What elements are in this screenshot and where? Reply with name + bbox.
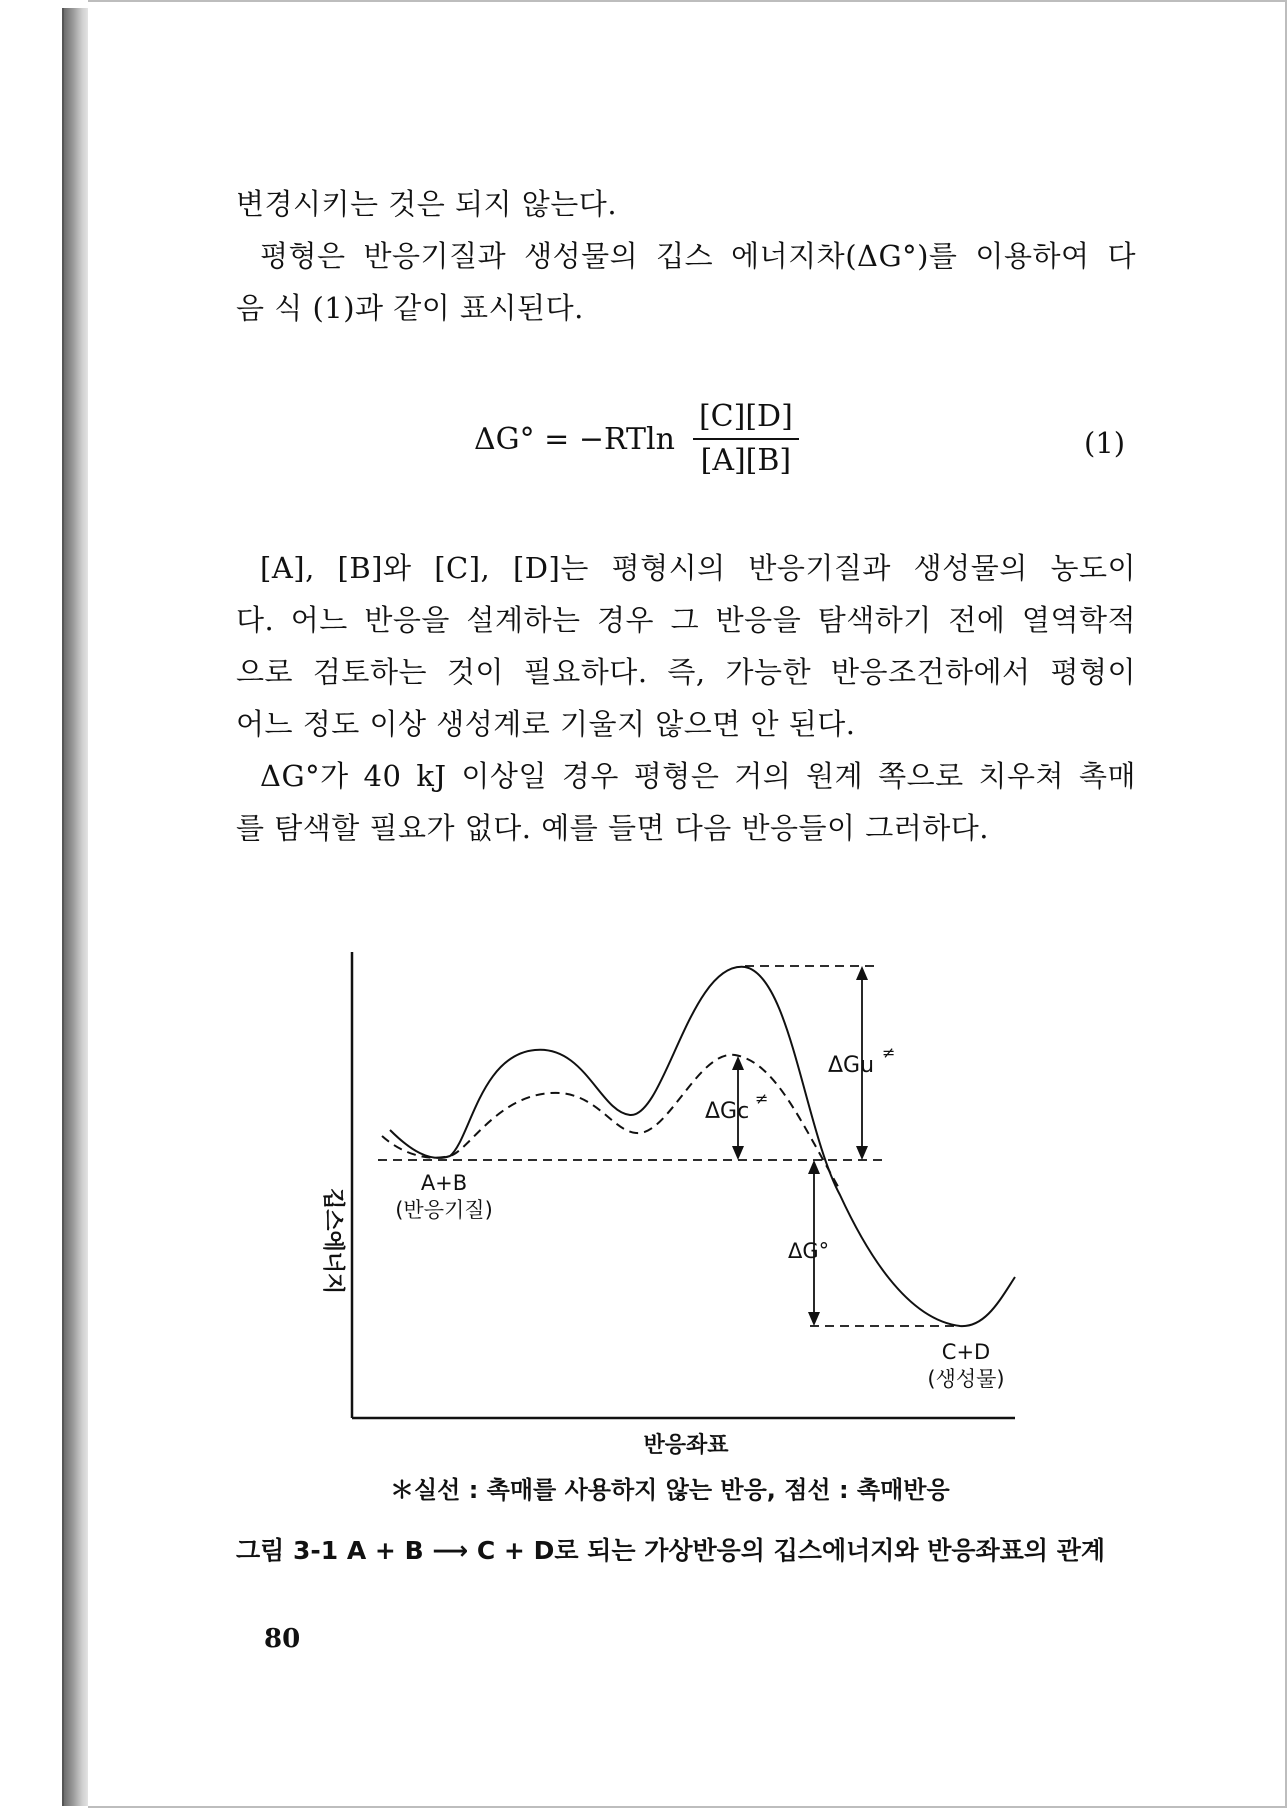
figure-caption: 그림 3-1 A + B ⟶ C + D로 되는 가상반응의 깁스에너지와 반응좌표의 관계 <box>236 1536 1106 1565</box>
delta-gc-label: ΔGc <box>705 1099 750 1124</box>
arrow-head-icon <box>856 1146 868 1160</box>
equation-number: (1) <box>1084 426 1126 460</box>
equation-denominator: [A][B] <box>700 443 792 478</box>
body-text-line: 다. 어느 반응을 설계하는 경우 그 반응을 탐색하기 전에 열역학적 <box>236 603 1136 637</box>
delta-gc-ddagger: ≠ <box>755 1089 769 1108</box>
body-text-line: [A], [B]와 [C], [D]는 평형시의 반응기질과 생성물의 농도이 <box>260 551 1136 585</box>
delta-gu-ddagger: ≠ <box>882 1043 896 1062</box>
delta-g0-label: ΔG° <box>788 1239 830 1263</box>
x-axis-label: 반응좌표 <box>643 1433 729 1458</box>
product-sub-label: (생성물) <box>927 1367 1005 1391</box>
arrow-head-icon <box>732 1146 744 1160</box>
page-number: 80 <box>264 1624 301 1654</box>
arrow-head-icon <box>808 1312 820 1326</box>
delta-gu-label: ΔGu <box>828 1053 875 1078</box>
product-label: C+D <box>941 1340 991 1364</box>
body-text-line: 음 식 (1)과 같이 표시된다. <box>236 291 584 325</box>
arrow-head-icon <box>732 1056 744 1070</box>
reactant-label: A+B <box>420 1171 468 1195</box>
arrow-head-icon <box>856 966 868 980</box>
equation-numerator: [C][D] <box>693 398 799 440</box>
catalyzed-curve <box>382 1055 840 1190</box>
uncatalyzed-curve <box>390 967 1015 1326</box>
y-axis-label: 깁스에너지 <box>320 1188 345 1295</box>
body-text-line: 어느 정도 이상 생성계로 기울지 않으면 안 된다. <box>236 707 856 741</box>
body-text-line: 평형은 반응기질과 생성물의 깁스 에너지차(ΔG°)를 이용하여 다 <box>260 239 1136 273</box>
body-text-line: 변경시키는 것은 되지 않는다. <box>236 187 618 221</box>
equation-lhs: ΔG° = −RTln <box>474 421 675 457</box>
figure-note: ＊실선 : 촉매를 사용하지 않는 반응, 점선 : 촉매반응 <box>390 1476 950 1504</box>
arrow-head-icon <box>808 1160 820 1174</box>
body-text-line: 를 탐색할 필요가 없다. 예를 들면 다음 반응들이 그러하다. <box>236 811 990 845</box>
body-text-line: ΔG°가 40 kJ 이상일 경우 평형은 거의 원계 쪽으로 치우쳐 촉매 <box>260 759 1136 793</box>
body-text-line: 으로 검토하는 것이 필요하다. 즉, 가능한 반응조건하에서 평형이 <box>236 655 1136 689</box>
reactant-sub-label: (반응기질) <box>395 1198 493 1222</box>
